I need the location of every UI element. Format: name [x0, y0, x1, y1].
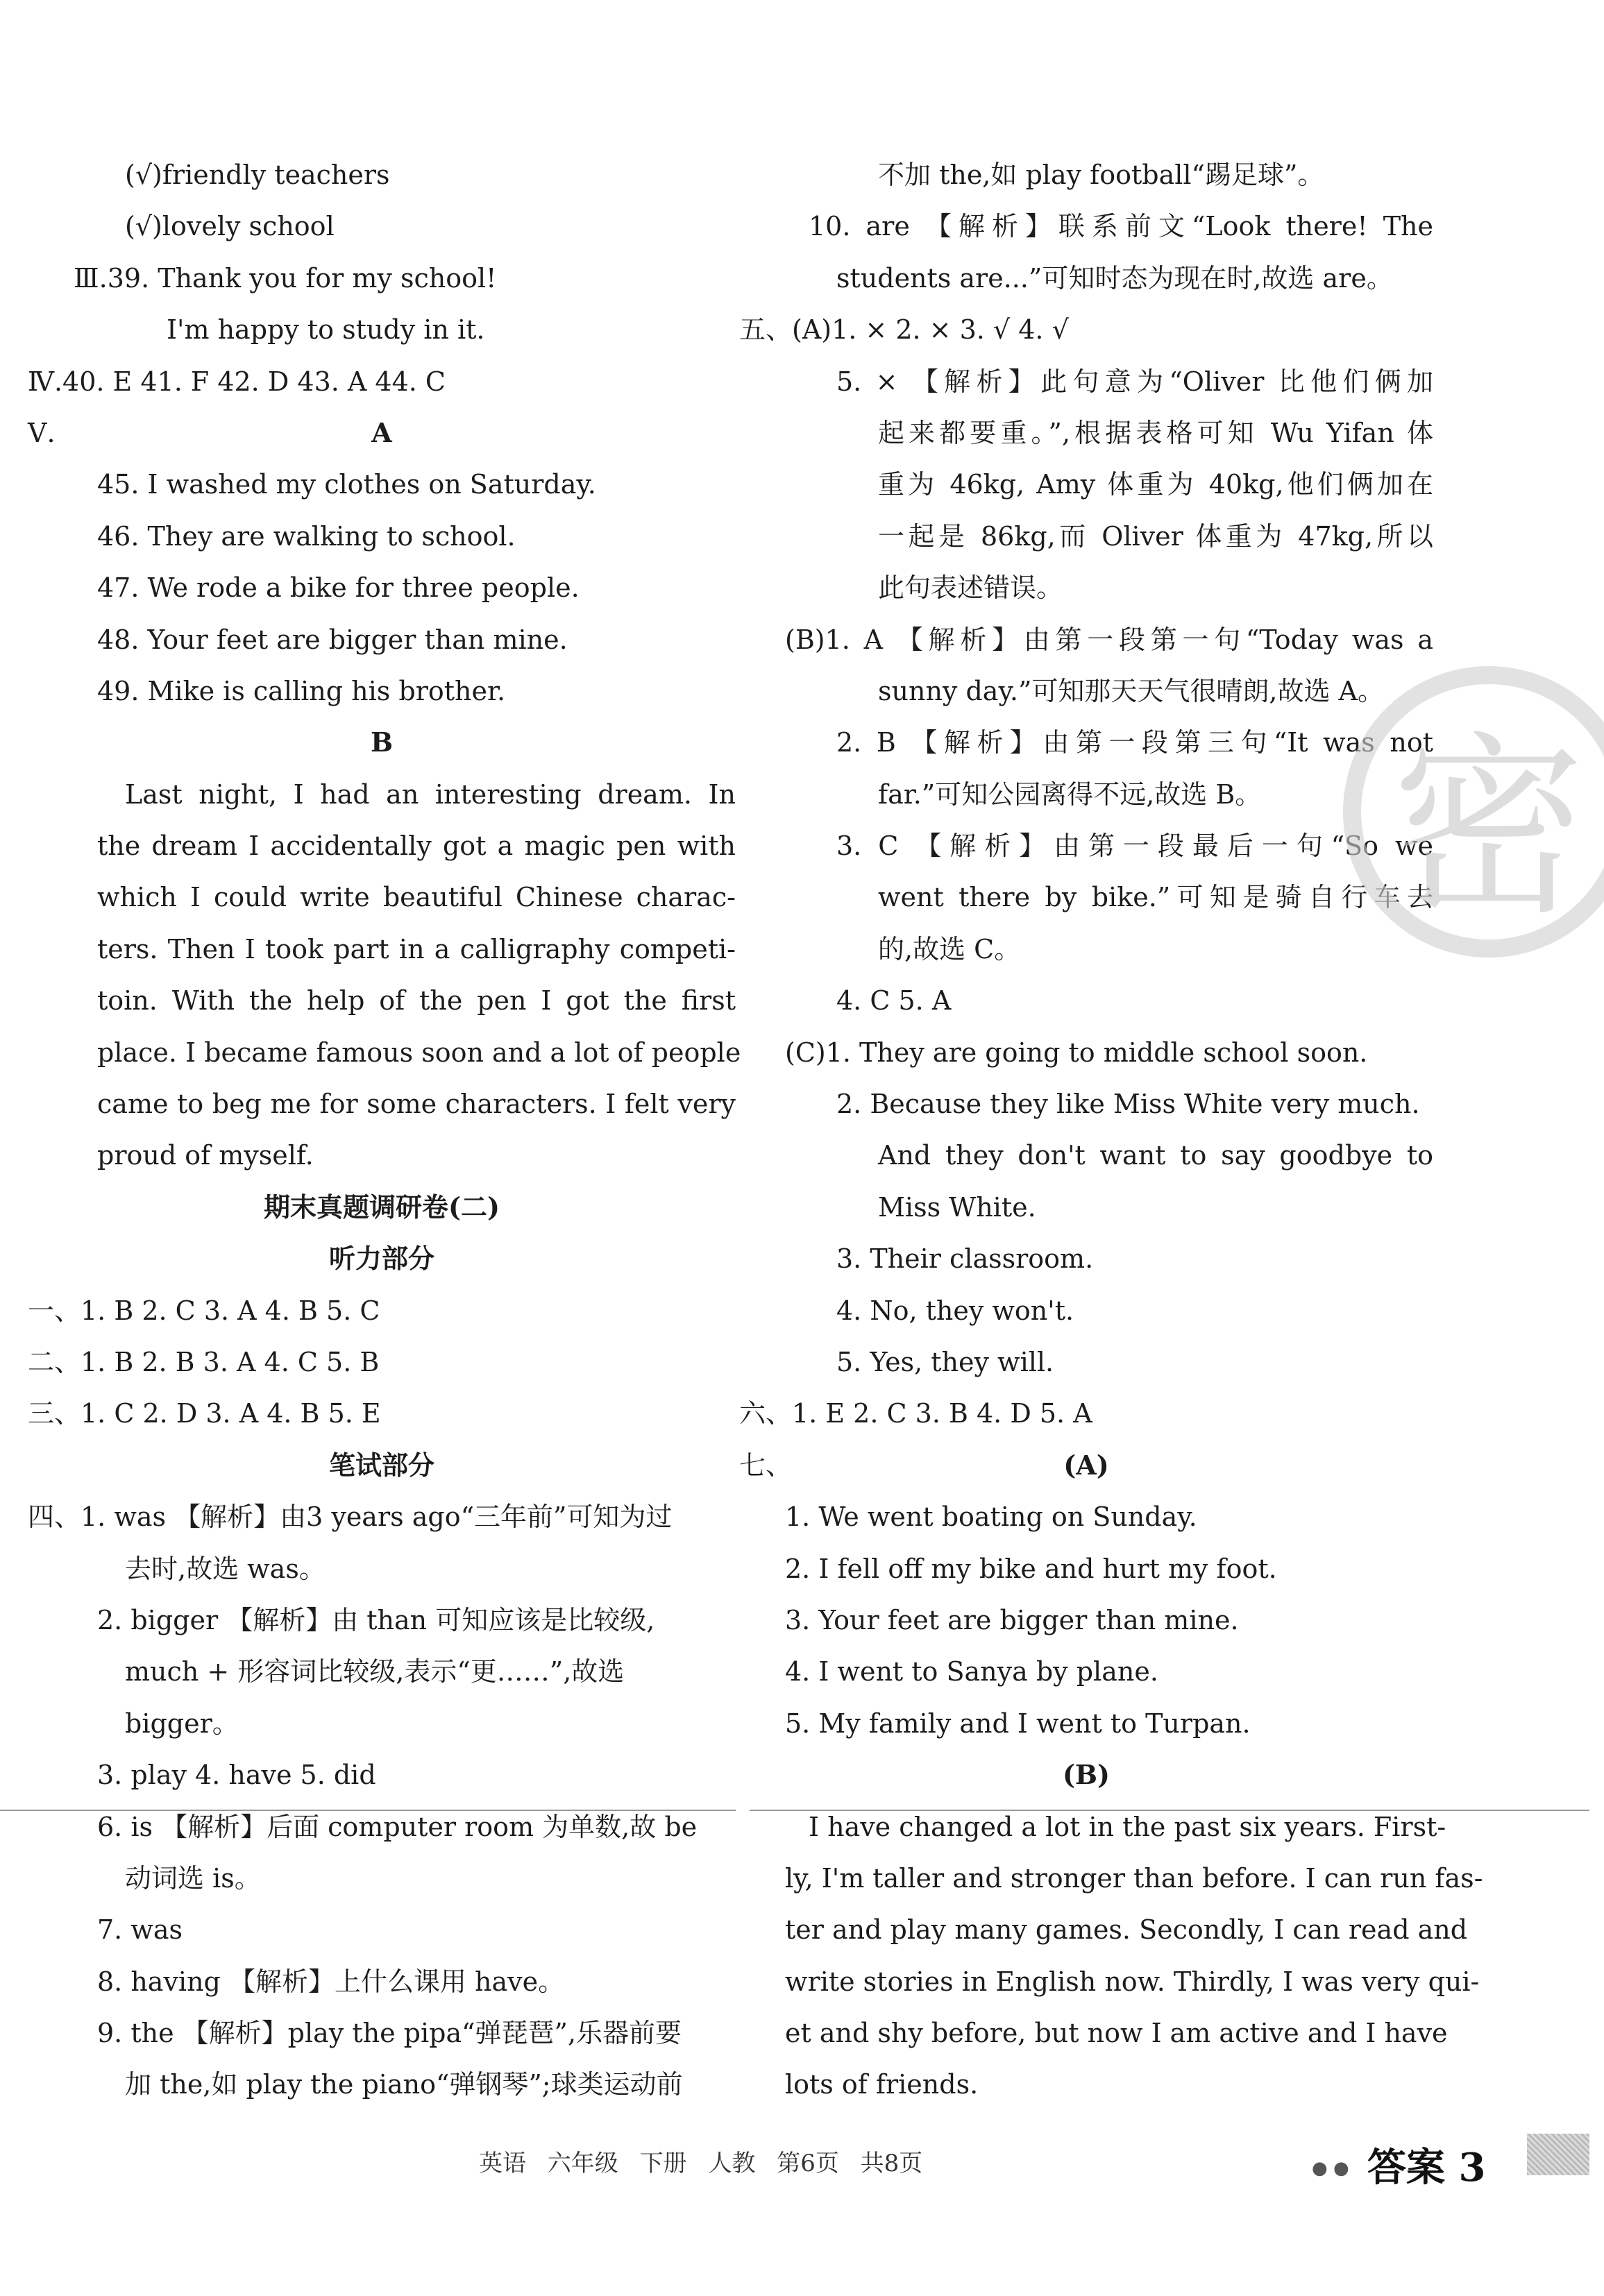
line-text: which I could write beautiful Chinese charac- — [97, 882, 736, 913]
left-line — [28, 304, 736, 355]
line-text: 此句表述错误。 — [878, 572, 1063, 604]
left-line — [28, 665, 736, 717]
left-line — [28, 2059, 736, 2110]
line-text: 3. Your feet are bigger than mine. — [785, 1604, 1239, 1635]
left-line — [28, 1388, 736, 1439]
left-line — [28, 820, 736, 871]
right-line — [739, 1336, 1433, 1388]
line-text: 46. They are walking to school. — [97, 520, 516, 552]
line-text: 2. I fell off my bike and hurt my foot. — [785, 1553, 1277, 1584]
section-letter: A — [371, 416, 392, 448]
line-text: 6. is 【解析】后面 computer room 为单数,故 be — [97, 1811, 698, 1842]
left-column — [28, 149, 741, 2111]
left-line — [28, 1233, 736, 1284]
left-line — [28, 1698, 736, 1749]
left-divider-line — [0, 1810, 736, 1811]
line-text: proud of myself. — [97, 1140, 314, 1171]
left-line — [28, 201, 736, 252]
right-line — [739, 1646, 1433, 1697]
line-text: 七、 — [739, 1449, 793, 1481]
line-text: write stories in English now. Thirdly, I was very qui- — [785, 1966, 1480, 1997]
line-text: 4. I went to Sanya by plane. — [785, 1656, 1158, 1687]
line-text: 期末真题调研卷(二) — [264, 1191, 500, 1223]
line-text: 9. the 【解析】play the pipa“弹琵琶”,乐器前要 — [97, 2018, 682, 2049]
left-line — [28, 1853, 736, 1904]
left-line — [28, 1646, 736, 1697]
line-text: place. I became famous soon and a lot of people — [97, 1037, 741, 1068]
footer-info: 英语 六年级 下册 人教 第6页 共8页 — [479, 2150, 923, 2177]
left-line — [28, 1336, 736, 1388]
line-text: 不加 the,如 play football“踢足球”。 — [878, 160, 1324, 190]
line-text: ters. Then I took part in a calligraphy competi- — [97, 933, 736, 964]
line-text: I have changed a lot in the past six years. First- — [809, 1811, 1446, 1842]
left-line — [28, 717, 736, 768]
line-text: (√)lovely school — [125, 211, 335, 242]
line-text: far.”可知公园离得不远,故选 B。 — [878, 779, 1262, 810]
line-text: 1. We went boating on Sunday. — [785, 1502, 1197, 1533]
right-line — [739, 562, 1433, 613]
right-line — [739, 407, 1433, 459]
left-line — [28, 871, 736, 923]
line-text: sunny day.”可知那天天气很晴朗,故选 A。 — [878, 675, 1384, 706]
line-text: 四、1. was 【解析】由3 years ago“三年前”可知为过 — [28, 1502, 673, 1533]
line-text: 一、1. B 2. C 3. A 4. B 5. C — [28, 1295, 380, 1326]
right-line — [739, 769, 1433, 820]
left-line — [28, 1078, 736, 1130]
line-text: 听力部分 — [328, 1243, 434, 1275]
right-line — [739, 1904, 1468, 1955]
left-line — [28, 253, 736, 304]
right-line — [739, 149, 1433, 201]
right-line — [739, 356, 1433, 407]
right-line — [739, 1749, 1433, 1801]
left-line — [28, 1285, 736, 1336]
line-text: 2. Because they like Miss White very much. — [836, 1089, 1420, 1120]
line-text: came to beg me for some characters. I felt very — [97, 1089, 736, 1120]
line-text: (B) — [1062, 1759, 1111, 1791]
right-line — [739, 201, 1433, 252]
right-line — [739, 871, 1433, 923]
left-line — [28, 1130, 736, 1181]
corner-texture — [1527, 2134, 1589, 2175]
left-line — [28, 769, 736, 820]
right-line — [739, 975, 1433, 1026]
line-text: 2. bigger 【解析】由 than 可知应该是比较级, — [97, 1604, 655, 1635]
line-text: 一起是 86kg,而 Oliver 体重为 47kg,所以 — [878, 520, 1433, 552]
line-text: B — [370, 726, 394, 758]
line-text: (√)friendly teachers — [125, 160, 390, 190]
line-text: 三、1. C 2. D 3. A 4. B 5. E — [28, 1398, 381, 1429]
left-line — [28, 975, 736, 1026]
left-line — [28, 1491, 736, 1542]
right-line — [739, 1440, 1433, 1491]
left-line — [28, 1182, 736, 1233]
footer-dots-icon: ● ● — [1312, 2158, 1349, 2179]
right-line — [739, 1801, 1446, 1853]
right-line — [739, 1182, 1433, 1233]
line-text: (B)1. A 【解析】由第一段第一句“Today was a — [785, 624, 1433, 655]
right-line — [739, 2007, 1448, 2059]
line-text: ly, I'm taller and stronger than before. I can run fas- — [785, 1862, 1483, 1894]
line-text: the dream I accidentally got a magic pen with — [97, 831, 736, 862]
left-line — [28, 1595, 736, 1646]
left-line — [28, 1956, 736, 2007]
right-line — [739, 459, 1433, 510]
line-text: 2. B 【解析】由第一段第三句“It was not — [836, 727, 1433, 758]
right-line — [739, 2059, 1433, 2110]
line-text: 去时,故选 was。 — [125, 1553, 326, 1584]
right-column — [739, 149, 1483, 2111]
watermark-stamp: 密 — [1343, 666, 1604, 958]
line-text: 加 the,如 play the piano“弹钢琴”;球类运动前 — [125, 2069, 683, 2100]
line-text: 10. are 【解析】联系前文“Look there! The — [809, 211, 1433, 242]
line-text: 二、1. B 2. B 3. A 4. C 5. B — [28, 1346, 380, 1377]
line-text: 47. We rode a bike for three people. — [97, 572, 580, 604]
right-line — [739, 511, 1433, 562]
line-text: 重为 46kg, Amy 体重为 40kg,他们俩加在 — [878, 469, 1433, 500]
left-line — [28, 1440, 736, 1491]
line-text: students are...”可知时态为现在时,故选 are。 — [836, 262, 1393, 294]
right-line — [739, 665, 1433, 717]
line-text: Miss White. — [878, 1191, 1036, 1223]
right-line — [739, 1853, 1483, 1904]
line-text: 五、(A)1. × 2. × 3. √ 4. √ — [739, 314, 1069, 346]
line-text: 动词选 is。 — [125, 1862, 261, 1894]
right-line — [739, 1491, 1433, 1542]
line-text: 48. Your feet are bigger than mine. — [97, 624, 568, 655]
right-line — [739, 717, 1433, 768]
line-text: 5. Yes, they will. — [836, 1346, 1054, 1377]
right-line — [739, 1078, 1433, 1130]
line-text: 起来都要重。”,根据表格可知 Wu Yifan 体 — [878, 417, 1433, 448]
right-line — [739, 924, 1433, 975]
page-footer — [0, 2137, 1604, 2193]
right-line — [739, 614, 1433, 665]
line-text: 3. play 4. have 5. did — [97, 1760, 376, 1791]
line-text: 7. was — [97, 1914, 183, 1946]
left-line — [28, 1749, 736, 1801]
right-divider-line — [750, 1810, 1589, 1811]
line-text: et and shy before, but now I am active and I have — [785, 2018, 1448, 2049]
line-text: went there by bike.”可知是骑自行车去 — [878, 882, 1433, 913]
left-line — [28, 924, 736, 975]
line-text: lots of friends. — [785, 2069, 979, 2100]
line-text: toin. With the help of the pen I got the first — [97, 985, 736, 1017]
line-text: 49. Mike is calling his brother. — [97, 675, 506, 706]
right-line — [739, 1027, 1433, 1078]
left-line — [28, 407, 736, 459]
line-text: 5. × 【解析】此句意为“Oliver 比他们俩加 — [836, 366, 1433, 397]
right-line — [739, 1130, 1433, 1181]
line-text: 六、1. E 2. C 3. B 4. D 5. A — [739, 1398, 1092, 1429]
right-line — [739, 1543, 1433, 1595]
line-text: 笔试部分 — [328, 1449, 434, 1481]
line-text: 4. No, they won't. — [836, 1295, 1074, 1326]
line-text: Ⅴ. — [28, 417, 56, 448]
line-text: 8. having 【解析】上什么课用 have。 — [97, 1966, 565, 1997]
left-line — [28, 1027, 741, 1078]
right-line — [739, 1388, 1433, 1439]
line-text: ter and play many games. Secondly, I can read and — [785, 1914, 1468, 1946]
left-line — [28, 149, 736, 201]
left-line — [28, 1904, 736, 1955]
line-text: much + 形容词比较级,表示“更……”,故选 — [125, 1656, 625, 1687]
right-line — [739, 1595, 1433, 1646]
right-line — [739, 1956, 1480, 2007]
right-line — [739, 1698, 1433, 1749]
right-line — [739, 304, 1433, 355]
right-line — [739, 1285, 1433, 1336]
line-text: bigger。 — [125, 1708, 239, 1739]
line-text: (C)1. They are going to middle school soon. — [785, 1037, 1368, 1068]
line-text: 45. I washed my clothes on Saturday. — [97, 469, 596, 500]
line-text: I'm happy to study in it. — [167, 314, 485, 346]
line-text: And they don't want to say goodbye to — [878, 1140, 1433, 1171]
section-letter: (A) — [1063, 1449, 1109, 1481]
line-text: 5. My family and I went to Turpan. — [785, 1708, 1251, 1739]
left-line — [28, 562, 736, 613]
line-text: Last night, I had an interesting dream. In — [125, 779, 736, 810]
line-text: 4. C 5. A — [836, 985, 952, 1017]
right-line — [739, 253, 1433, 304]
line-text: 的,故选 C。 — [878, 933, 1021, 964]
left-line — [28, 511, 736, 562]
left-line — [28, 1801, 736, 1853]
line-text: Ⅲ.39. Thank you for my school! — [74, 262, 497, 294]
right-line — [739, 820, 1433, 871]
line-text: 3. Their classroom. — [836, 1243, 1094, 1275]
left-line — [28, 459, 736, 510]
left-line — [28, 614, 736, 665]
left-line — [28, 1543, 736, 1595]
left-line — [28, 356, 736, 407]
line-text: 3. C 【解析】由第一段最后一句“So we — [836, 831, 1433, 862]
left-line — [28, 2007, 736, 2059]
line-text: Ⅳ.40. E 41. F 42. D 43. A 44. C — [28, 366, 446, 397]
answer-page-label: 答案 3 — [1367, 2145, 1486, 2191]
right-line — [739, 1233, 1433, 1284]
